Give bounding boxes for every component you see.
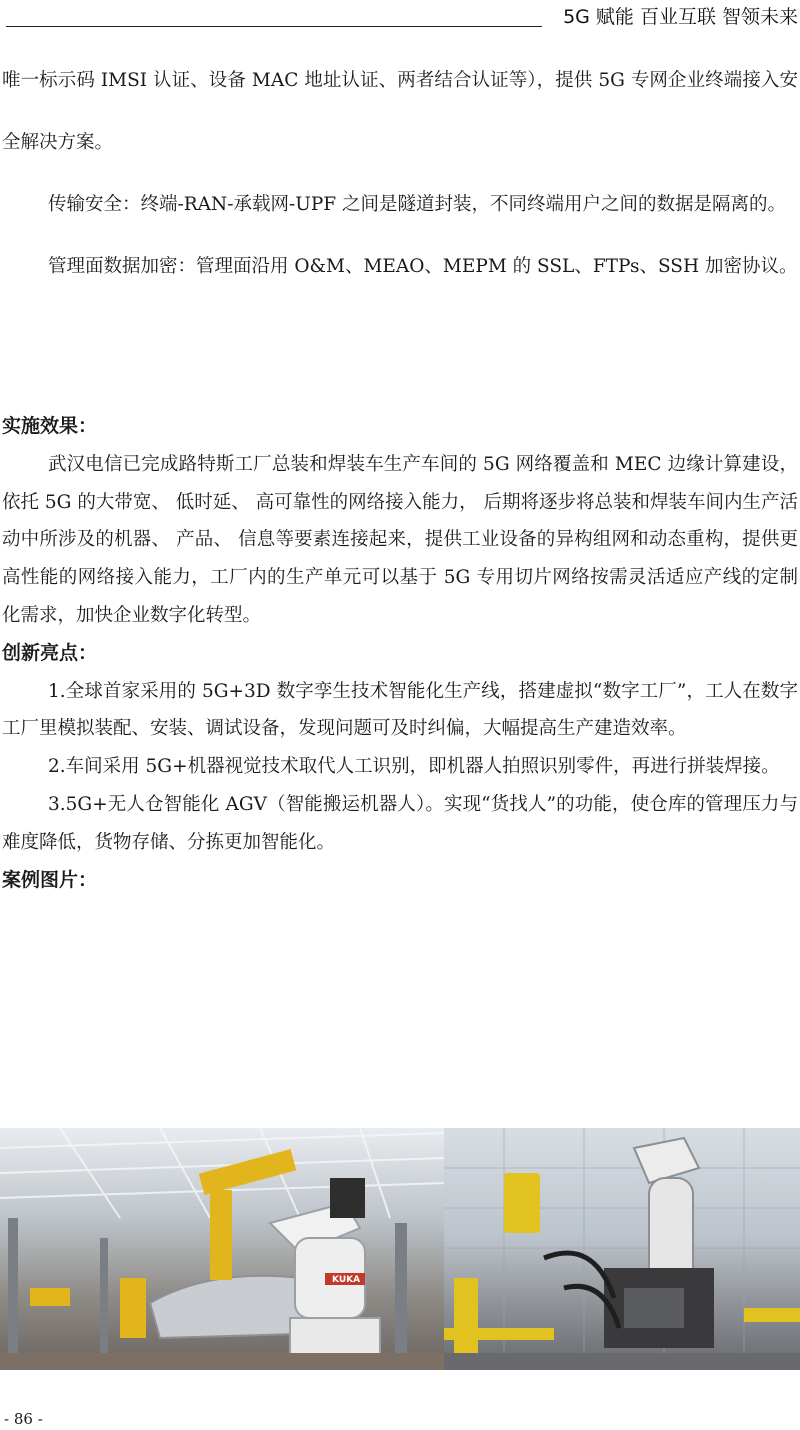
page-number: - 86 -	[4, 1410, 43, 1428]
case-photos	[0, 1128, 800, 1370]
factory-scene-right	[444, 1128, 800, 1370]
photo-vision-robot	[444, 1128, 800, 1370]
body-top	[0, 50, 800, 298]
photo-welding-robots	[0, 1128, 444, 1370]
highlight-item-3: 3.5G+无人仓智能化 AGV（智能搬运机器人）。实现“货找人”的功能，使仓库的管理压力与难度降低，货物存储、分拣更加智能化。	[2, 793, 798, 853]
robot-brand-label: KUKA	[332, 1275, 361, 1285]
paragraph-effect: 武汉电信已完成路特斯工厂总装和焊装车生产车间的 5G 网络覆盖和 MEC 边缘计算建设， 依托 5G 的大带宽、 低时延、 高可靠性的网络接入能力， 后期将逐步将总装和焊装车间内生产活动中所涉及的机器、 产品、 信息等要素连接起来，提供工业设备的异构组网和动态重构，提供更高性能的网络接入能力，工厂内的生产单元可以基于 5G 专用切片网络按需灵活适应产线的定制化需求，加快企业数字化转型。	[2, 453, 798, 626]
heading-effect: 实施效果：	[2, 415, 98, 437]
body-sections	[0, 408, 800, 899]
highlight-item-1: 1.全球首家采用的 5G+3D 数字孪生技术智能化生产线，搭建虚拟“数字工厂”，工人在数字工厂里模拟装配、安装、调试设备，发现问题可及时纠偏，大幅提高生产建造效率。	[2, 680, 798, 740]
paragraph-auth: 唯一标示码 IMSI 认证、设备 MAC 地址认证、两者结合认证等），提供 5G 专网企业终端接入安全解决方案。	[2, 70, 798, 153]
heading-photos: 案例图片：	[2, 868, 98, 891]
paragraph-transport-security: 传输安全：终端-RAN-承载网-UPF 之间是隧道封装，不同终端用户之间的数据是隔离的。	[48, 194, 786, 215]
heading-highlight: 创新亮点：	[2, 641, 98, 664]
factory-scene-left	[0, 1128, 444, 1370]
header-rule	[6, 26, 542, 27]
highlight-item-2: 2.车间采用 5G+机器视觉技术取代人工识别，即机器人拍照识别零件，再进行拼装焊接。	[48, 756, 780, 778]
page-header	[0, 0, 800, 30]
header-title: 5G 赋能 百业互联 智领未来	[563, 6, 798, 28]
paragraph-management-encryption: 管理面数据加密：管理面沿用 O&M、MEAO、MEPM 的 SSL、FTPs、SSH 加密协议。	[48, 256, 798, 277]
